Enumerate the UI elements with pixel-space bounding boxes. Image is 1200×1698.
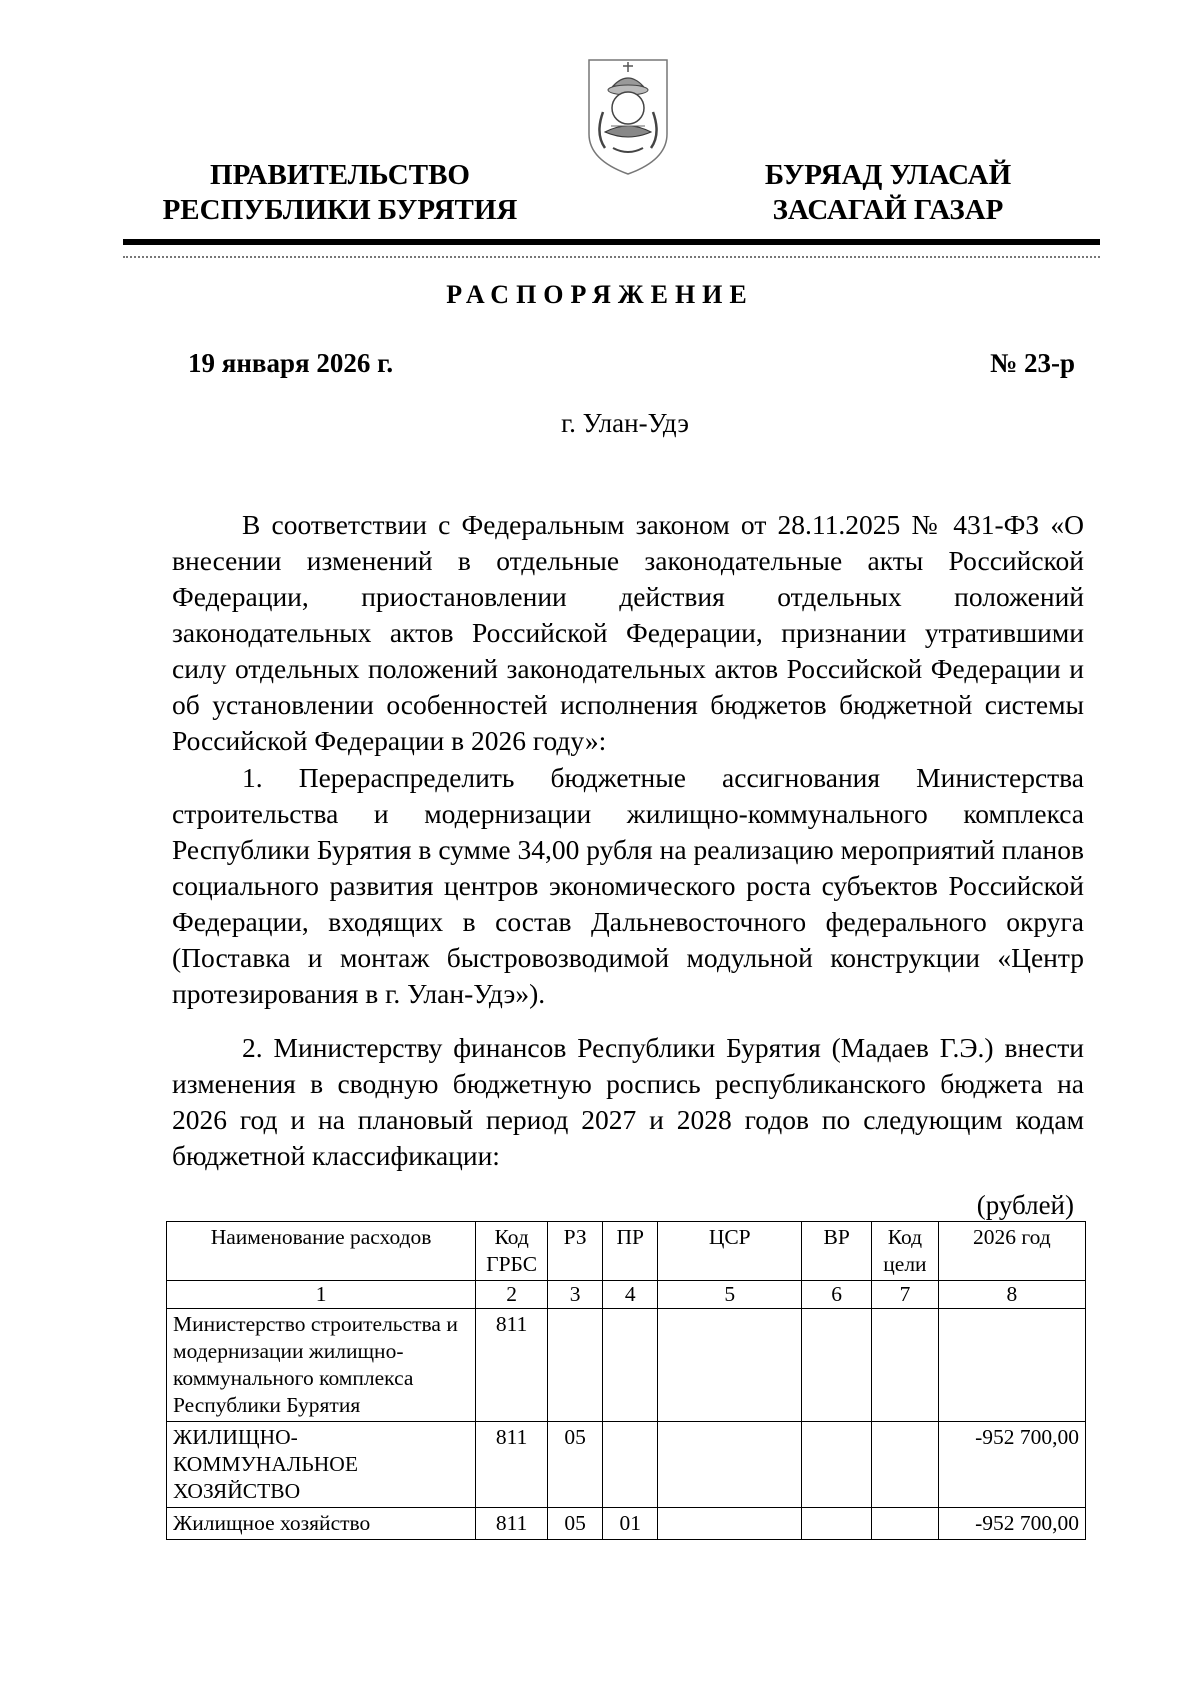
document-date: 19 января 2026 г.	[188, 348, 394, 378]
index-cell: 3	[548, 1281, 603, 1309]
table-header-row	[167, 1222, 1086, 1281]
row-target-cell	[872, 1309, 939, 1422]
header-left-line-2: РЕСПУБЛИКИ БУРЯТИЯ	[162, 194, 518, 226]
row-vr-cell	[802, 1309, 872, 1422]
col-header-target: Код цели	[872, 1222, 939, 1281]
row-vr-cell	[802, 1422, 872, 1508]
table-row	[167, 1508, 1086, 1540]
header-right-line-2: ЗАСАГАЙ ГАЗАР	[772, 194, 1004, 226]
row-name-cell: ЖИЛИЩНО-КОММУНАЛЬНОЕ ХОЗЯЙСТВО	[167, 1422, 476, 1508]
government-name-buryat	[738, 158, 1038, 228]
row-amount-cell: -952 700,00	[938, 1508, 1085, 1540]
header-divider-thick	[123, 239, 1100, 245]
col-header-csr: ЦСР	[658, 1222, 802, 1281]
col-header-vr: ВР	[802, 1222, 872, 1281]
index-cell: 4	[603, 1281, 658, 1309]
preamble-paragraph: В соответствии с Федеральным законом от 28.11.2025 № 431-ФЗ «О внесении изменений в отдельные законодательные акты Российской Федерации, приостановлении действия отдельных положений законодательных актов Российской Федерации, признании утратившими силу отдельных положений законодательных актов Российской Федерации и об установлении особенностей исполнения бюджетов бюджетной системы Российской Федерации в 2026 году»:	[172, 509, 1084, 756]
row-rz-cell	[548, 1309, 603, 1422]
col-header-rz: РЗ	[548, 1222, 603, 1281]
col-header-name: Наименование расходов	[167, 1222, 476, 1281]
row-target-cell	[872, 1422, 939, 1508]
row-pr-cell	[603, 1422, 658, 1508]
row-pr-cell	[603, 1309, 658, 1422]
row-rz-cell: 05	[548, 1508, 603, 1540]
row-rz-cell: 05	[548, 1422, 603, 1508]
document-number: № 23-р	[990, 348, 1075, 378]
row-target-cell	[872, 1508, 939, 1540]
government-name-russian	[150, 158, 530, 228]
index-cell: 8	[938, 1281, 1085, 1309]
index-cell: 2	[476, 1281, 548, 1309]
row-grbs-cell: 811	[476, 1309, 548, 1422]
index-cell: 5	[658, 1281, 802, 1309]
index-cell: 6	[802, 1281, 872, 1309]
table-unit-label: (рублей)	[976, 1190, 1074, 1220]
row-pr-cell: 01	[603, 1508, 658, 1540]
document-city: г. Улан-Удэ	[561, 408, 689, 438]
row-grbs-cell: 811	[476, 1422, 548, 1508]
row-csr-cell	[658, 1508, 802, 1540]
row-csr-cell	[658, 1309, 802, 1422]
col-header-pr: ПР	[603, 1222, 658, 1281]
document-title: РАСПОРЯЖЕНИЕ	[446, 280, 754, 309]
row-grbs-cell: 811	[476, 1508, 548, 1540]
coat-of-arms-emblem	[583, 56, 673, 178]
col-header-year: 2026 год	[938, 1222, 1085, 1281]
item-2-paragraph: 2. Министерству финансов Республики Бурятия (Мадаев Г.Э.) внести изменения в сводную бюджетную роспись республиканского бюджета на 2026 год и на плановый период 2027 и 2028 годов по следующим кодам бюджетной классификации:	[172, 1032, 1084, 1171]
row-csr-cell	[658, 1422, 802, 1508]
row-vr-cell	[802, 1508, 872, 1540]
row-amount-cell: -952 700,00	[938, 1422, 1085, 1508]
row-name-cell: Министерство строительства и модернизации жилищно-коммунального комплекса Республики Бурятия	[167, 1309, 476, 1422]
col-header-grbs: Код ГРБС	[476, 1222, 548, 1281]
budget-table	[166, 1221, 1086, 1540]
index-cell: 7	[872, 1281, 939, 1309]
item-1-paragraph: 1. Перераспределить бюджетные ассигнования Министерства строительства и модернизации жилищно-коммунального комплекса Республики Бурятия в сумме 34,00 рубля на реализацию мероприятий планов социального развития центров экономического роста субъектов Российской Федерации, входящих в состав Дальневосточного федерального округа (Поставка и монтаж быстровозводимой модульной конструкции «Центр протезирования в г. Улан-Удэ»).	[172, 762, 1084, 1009]
header-left-line-1: ПРАВИТЕЛЬСТВО	[210, 159, 470, 191]
row-amount-cell	[938, 1309, 1085, 1422]
table-row	[167, 1422, 1086, 1508]
header-right-line-1: БУРЯАД УЛАСАЙ	[764, 159, 1012, 191]
table-row	[167, 1309, 1086, 1422]
table-index-row	[167, 1281, 1086, 1309]
header-divider-dotted	[123, 256, 1100, 258]
row-name-cell: Жилищное хозяйство	[167, 1508, 476, 1540]
index-cell: 1	[167, 1281, 476, 1309]
